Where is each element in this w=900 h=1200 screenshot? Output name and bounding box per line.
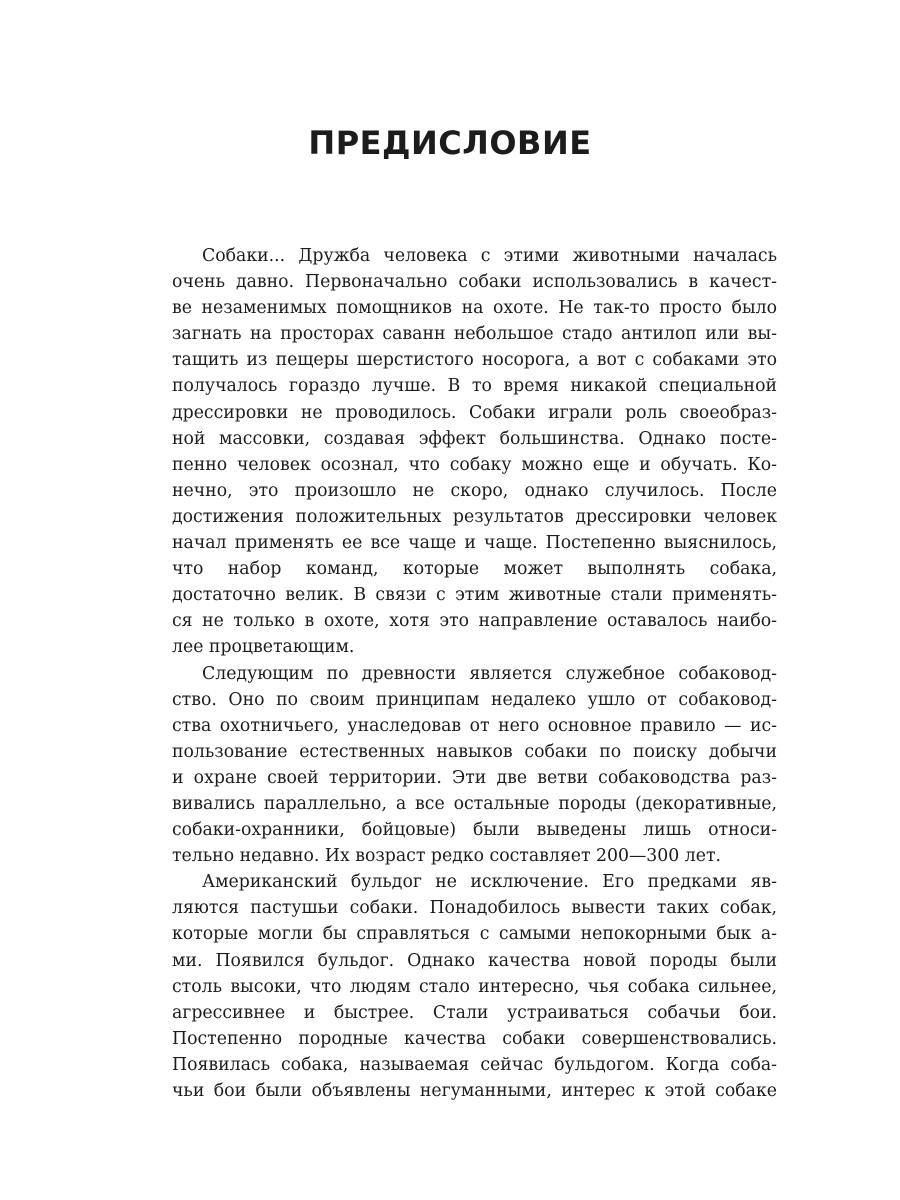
text-line: достижения положительных результатов дрессировки человек <box>172 506 777 527</box>
text-line: пенно человек осознал, что собаку можно еще и обучать. Ко- <box>172 454 777 475</box>
text-line: Появилась собака, называемая сейчас бульдогом. Когда соба- <box>172 1054 777 1075</box>
text-line: Собаки... Дружба человека с этими животными началась <box>202 246 777 266</box>
text-line: и охране своей территории. Эти две ветви собаководства раз- <box>172 767 777 788</box>
paragraph <box>172 869 777 1104</box>
text-line: загнать на просторах саванн небольшое стадо антилоп или вы- <box>172 324 777 345</box>
text-line: дрессировки не проводилось. Собаки играли роль своеобраз- <box>172 402 777 423</box>
text-line: ство. Оно по своим принципам недалеко ушло от собаковод- <box>172 689 777 710</box>
body-text <box>172 243 777 1104</box>
text-line: получалось гораздо лучше. В то время никакой специальной <box>172 376 777 397</box>
text-line: очень давно. Первоначально собаки использовались в качест- <box>172 272 777 293</box>
text-line: ве незаменимых помощников на охоте. Не так-то просто было <box>172 298 777 319</box>
text-line: тельно недавно. Их возраст редко составляет 200—300 лет. <box>172 846 722 867</box>
text-line: которые могли бы справляться с самыми непокорными бык а- <box>172 924 777 945</box>
text-line: Постепенно породные качества собаки совершенствовались. <box>172 1028 777 1049</box>
paragraph <box>172 661 777 870</box>
text-line: что набор команд, которые может выполнять собака, <box>172 559 777 580</box>
text-line: ся не только в охоте, хотя это направление оставалось наибо- <box>172 611 777 632</box>
paragraph <box>172 243 777 661</box>
text-line: пользование естественных навыков собаки по поиску добычи <box>172 741 777 762</box>
text-line: Следующим по древности является служебное собаковод- <box>202 663 777 684</box>
chapter-title: ПРЕДИСЛОВИЕ <box>308 124 592 162</box>
text-line: лее процветающим. <box>172 637 355 658</box>
text-line: ной массовки, создавая эффект большинства. Однако посте- <box>172 428 777 449</box>
text-line: начал применять ее все чаще и чаще. Постепенно выяснилось, <box>172 533 777 554</box>
text-line: нечно, это произошло не скоро, однако случилось. После <box>172 480 777 501</box>
text-line: агрессивнее и быстрее. Стали устраиваться собачьи бои. <box>172 1002 777 1023</box>
text-line: ляются пастушьи собаки. Понадобилось вывести таких собак, <box>172 898 777 919</box>
text-line: ми. Появился бульдог. Однако качества новой породы были <box>172 950 777 971</box>
text-line: чьи бои были объявлены негуманными, интерес к этой собаке <box>172 1081 777 1101</box>
text-line: Американский бульдог не исключение. Его предками яв- <box>202 872 777 893</box>
text-line: ства охотничьего, унаследовав от него основное правило — ис- <box>172 715 777 736</box>
text-line: тащить из пещеры шерстистого носорога, а вот с собаками это <box>172 350 777 371</box>
text-line: вивались параллельно, а все остальные породы (декоративные, <box>172 793 777 814</box>
text-line: столь высоки, что людям стало интересно, чья собака сильнее, <box>172 976 777 997</box>
text-line: собаки-охранники, бойцовые) были выведены лишь относи- <box>172 820 777 841</box>
text-line: достаточно велик. В связи с этим животные стали применять- <box>172 585 777 606</box>
